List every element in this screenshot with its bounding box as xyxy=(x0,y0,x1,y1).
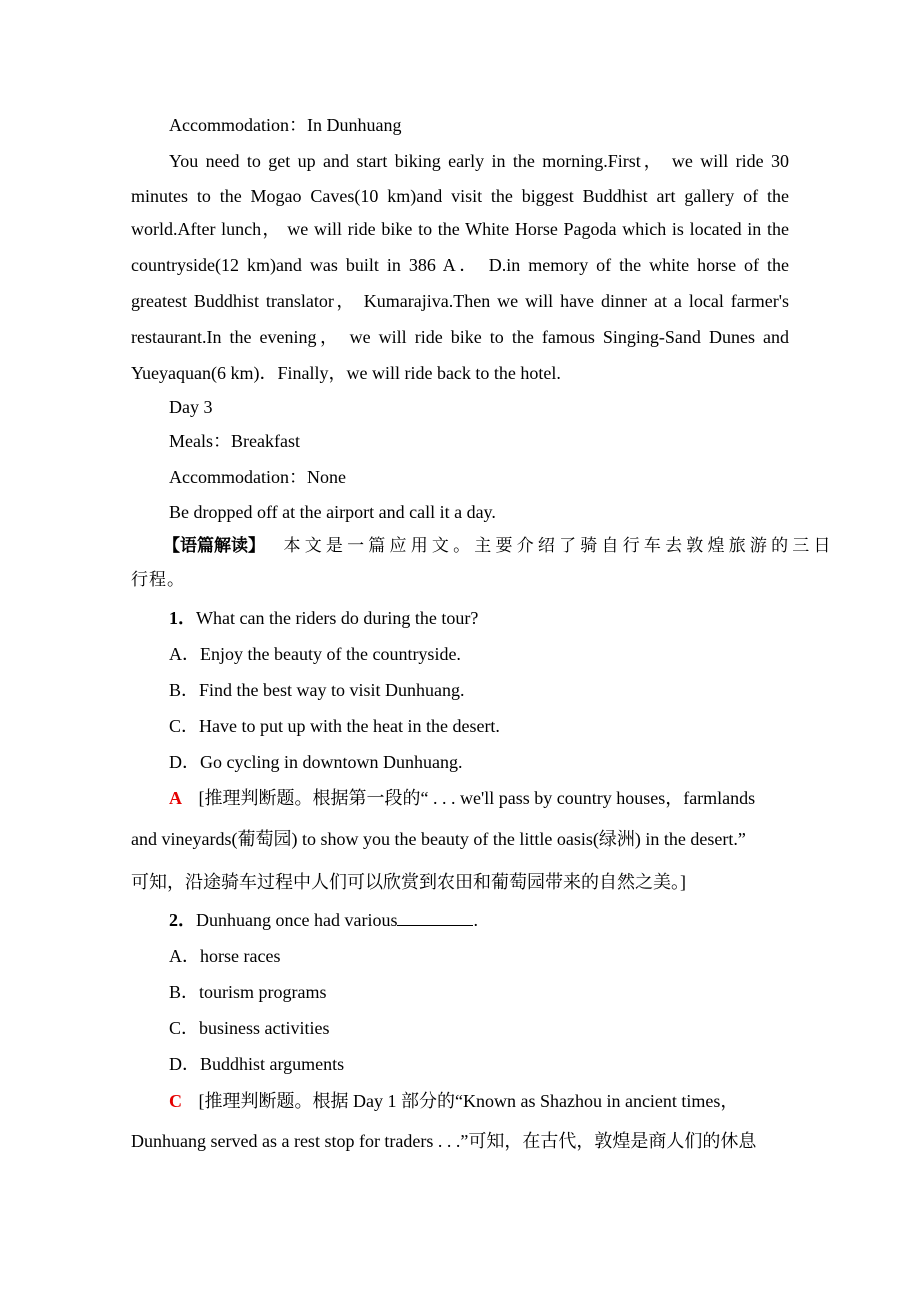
question-1-explanation-line-2: and vineyards(葡萄园) to show you the beauty of the little oasis(绿洲) in the desert.” xyxy=(131,829,746,849)
option-letter: B． xyxy=(169,982,200,1002)
option-letter: C． xyxy=(169,716,200,736)
option-text: Have to put up with the heat in the desert. xyxy=(199,716,500,736)
question-2-number: 2． xyxy=(169,910,196,930)
question-1-number: 1． xyxy=(169,608,196,628)
option-letter: D． xyxy=(169,1054,200,1074)
explanation-text: [推理判断题。根据 Day 1 部分的“Known as Shazhou in ancient times， xyxy=(198,1091,739,1111)
option-text: horse races xyxy=(200,946,281,966)
analysis-text-1: 本文是一篇应用文。主要介绍了骑自行车去敦煌旅游的三日 xyxy=(283,536,835,556)
question-1-option-c[interactable] xyxy=(169,715,500,737)
day3-title: Day 3 xyxy=(169,397,213,417)
day2-accommodation: Accommodation：In Dunhuang xyxy=(169,115,402,135)
day3-text: Be dropped off at the airport and call it a day. xyxy=(169,502,496,522)
option-text: Enjoy the beauty of the countryside. xyxy=(200,644,461,664)
day2-paragraph-line-4: countryside(12 km)and was built in 386 A． D.in memory of the white horse of the xyxy=(131,255,789,275)
question-1-explanation-line-3: 可知，沿途骑车过程中人们可以欣赏到农田和葡萄园带来的自然之美。] xyxy=(131,872,686,892)
question-2-option-d[interactable] xyxy=(169,1053,344,1075)
day2-paragraph-line-7: Yueyaquan(6 km)．Finally，we will ride back to the hotel. xyxy=(131,363,561,383)
option-text: business activities xyxy=(199,1018,330,1038)
day2-paragraph-line-2: minutes to the Mogao Caves(10 km)and visit the biggest Buddhist art gallery of the xyxy=(131,186,789,206)
analysis-label: 【语篇解读】 xyxy=(163,536,265,556)
day3-meals: Meals：Breakfast xyxy=(169,431,300,451)
option-letter: D． xyxy=(169,752,200,772)
question-2-explanation-line-2: Dunhuang served as a rest stop for traders . . .”可知，在古代，敦煌是商人们的休息 xyxy=(131,1131,757,1151)
question-2-explanation-line-1 xyxy=(169,1090,789,1112)
answer-blank xyxy=(397,910,473,926)
question-2-option-b[interactable] xyxy=(169,981,327,1003)
day2-paragraph-line-5: greatest Buddhist translator， Kumarajiva.Then we will have dinner at a local farmer's xyxy=(131,291,789,311)
day2-paragraph-line-6: restaurant.In the evening， we will ride bike to the famous Singing‐Sand Dunes and xyxy=(131,327,789,347)
analysis-text-2: 行程。 xyxy=(131,570,185,590)
day2-paragraph-line-3: world.After lunch， we will ride bike to the White Horse Pagoda which is located in the xyxy=(131,219,789,239)
explanation-text: [推理判断题。根据第一段的“ . . . we'll pass by country houses，farmlands xyxy=(198,788,756,808)
question-1-explanation-line-1 xyxy=(169,787,789,809)
option-text: tourism programs xyxy=(199,982,327,1002)
option-letter: A． xyxy=(169,946,200,966)
question-2-option-a[interactable] xyxy=(169,945,280,967)
option-letter: C． xyxy=(169,1018,200,1038)
day2-paragraph-line-1: You need to get up and start biking early in the morning.First， we will ride 30 xyxy=(169,151,789,171)
option-letter: A． xyxy=(169,644,200,664)
question-1 xyxy=(169,607,478,629)
question-1-option-b[interactable] xyxy=(169,679,465,701)
question-2-answer: C xyxy=(169,1091,182,1111)
option-text: Buddhist arguments xyxy=(200,1054,345,1074)
option-letter: B． xyxy=(169,680,200,700)
question-2-option-c[interactable] xyxy=(169,1017,330,1039)
option-text: Find the best way to visit Dunhuang. xyxy=(199,680,465,700)
question-1-option-d[interactable] xyxy=(169,751,462,773)
day3-accommodation: Accommodation：None xyxy=(169,467,346,487)
question-2-stem-end: . xyxy=(473,910,478,930)
analysis-line-1 xyxy=(163,534,835,557)
option-text: Go cycling in downtown Dunhuang. xyxy=(200,752,463,772)
question-2-stem: Dunhuang once had various xyxy=(196,910,398,930)
question-2 xyxy=(169,909,478,931)
question-1-answer: A xyxy=(169,788,182,808)
question-1-option-a[interactable] xyxy=(169,643,461,665)
question-1-stem: What can the riders do during the tour? xyxy=(196,608,479,628)
